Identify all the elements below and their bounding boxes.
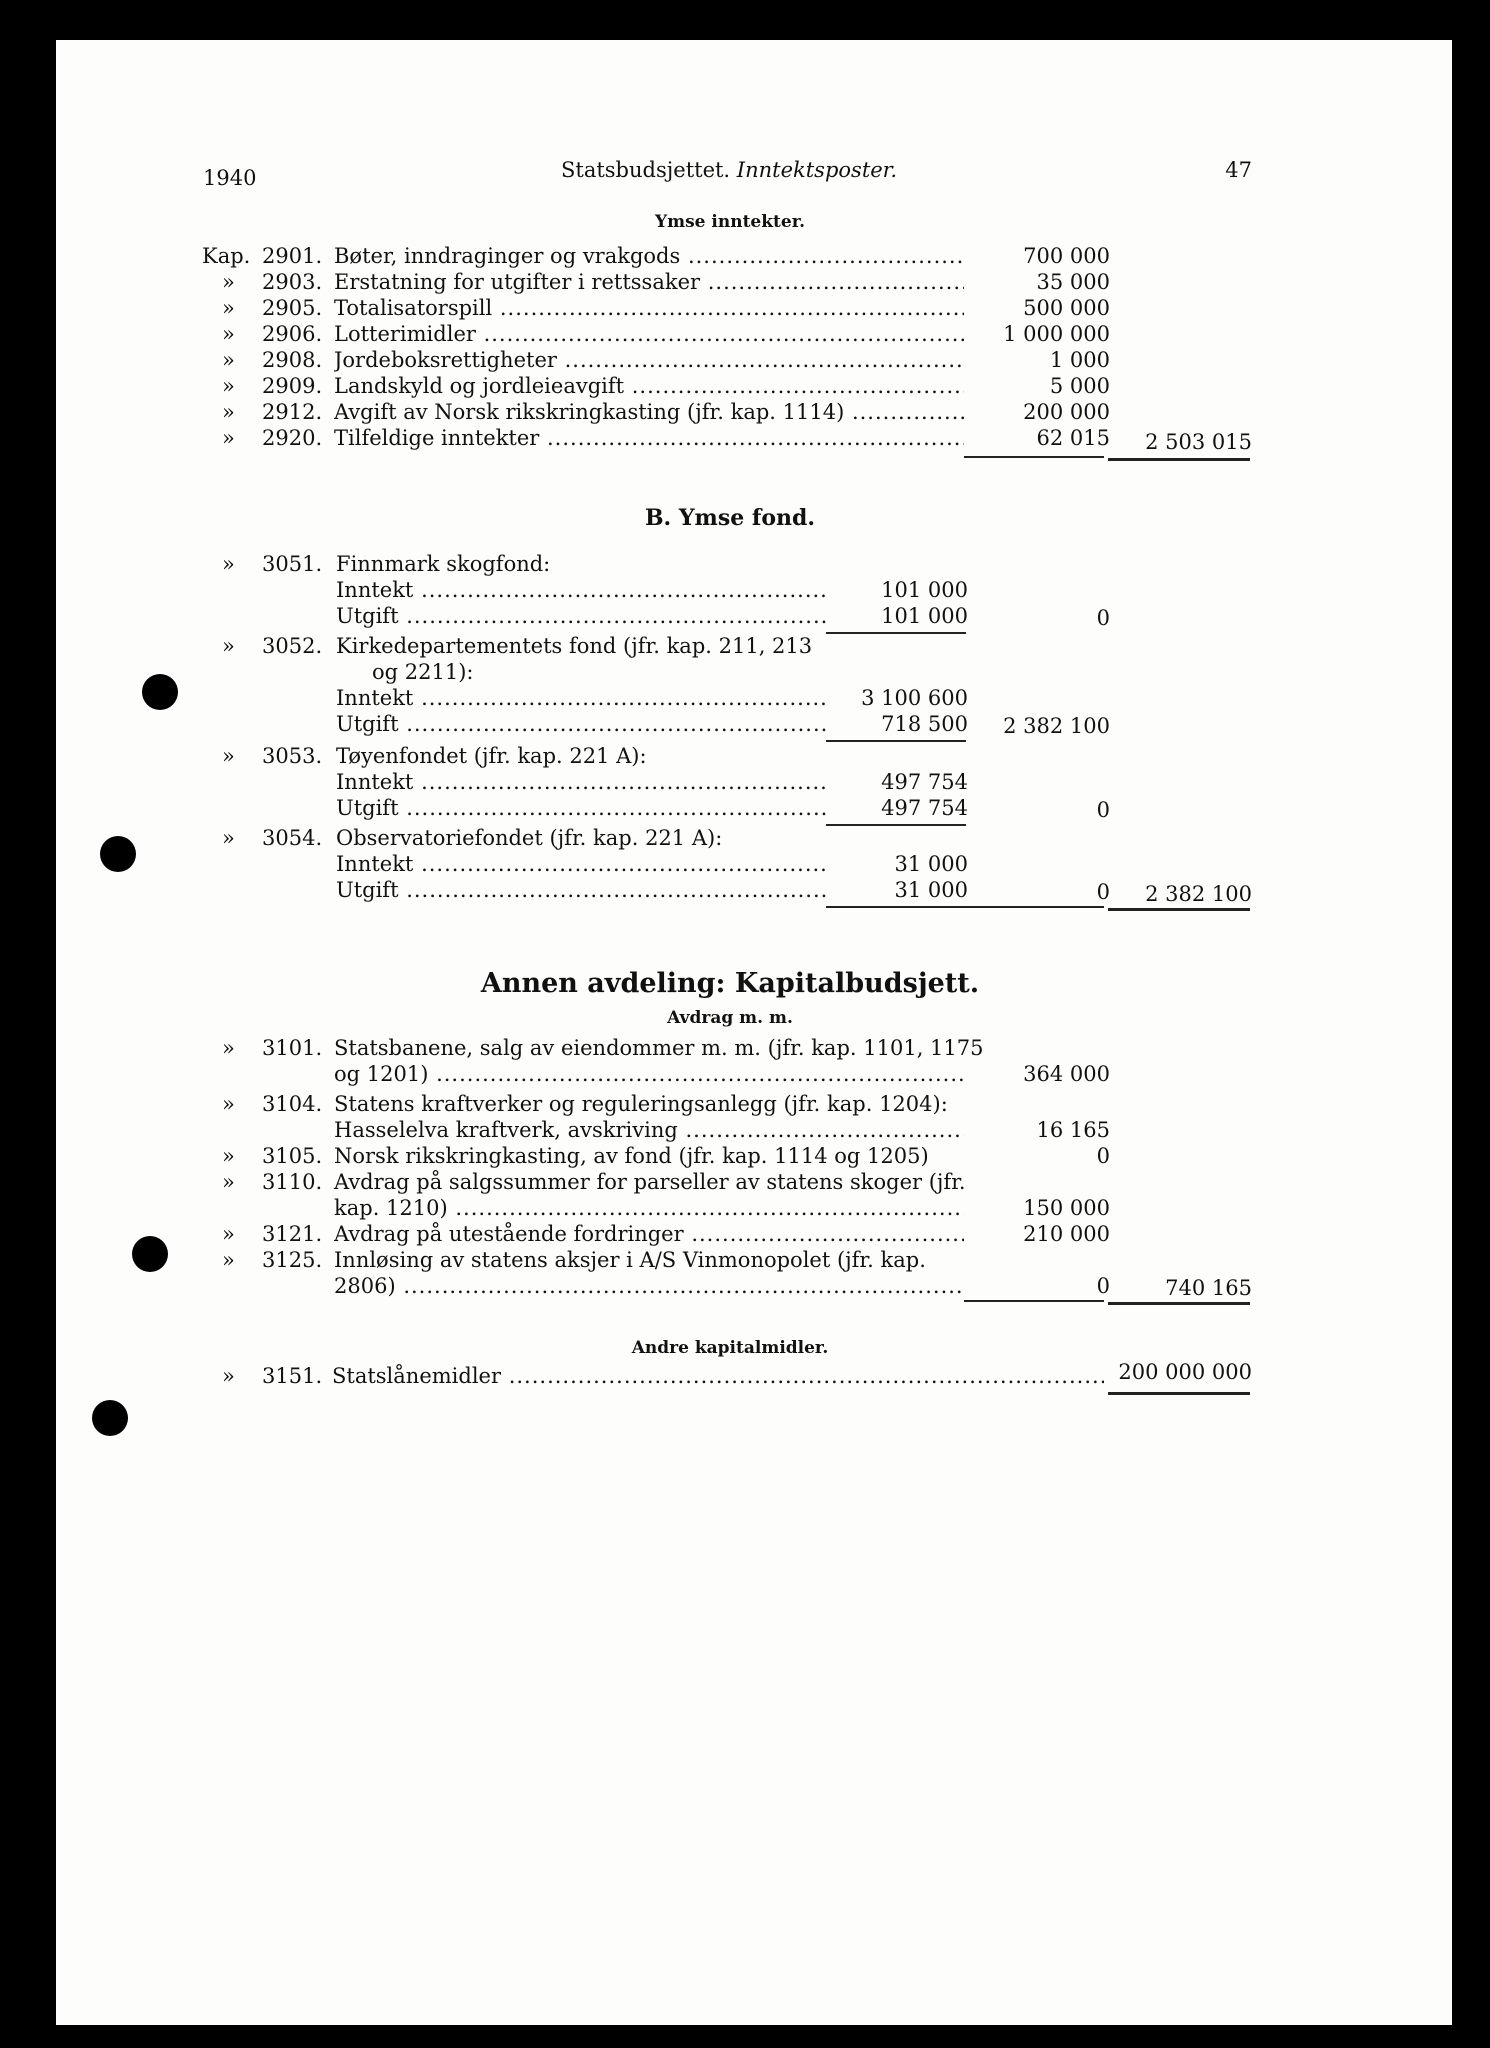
item-description: Landskyld og jordleieavgift .....	[334, 374, 964, 400]
kap-prefix: »	[222, 1170, 235, 1194]
section-total: 2 382 100	[1145, 882, 1252, 906]
item-description-continued: og 1201) .....	[334, 1062, 964, 1088]
kap-number: 3121.	[262, 1222, 323, 1246]
kap-number: 2908.	[262, 348, 323, 372]
kap-number: 2920.	[262, 426, 323, 450]
utgift-amount: 101 000	[881, 604, 968, 628]
kap-number: 2903.	[262, 270, 323, 294]
kap-number: 2905.	[262, 296, 323, 320]
utgift-label: Utgift .....	[336, 796, 826, 822]
utgift-label: Utgift .....	[336, 878, 826, 904]
kap-prefix: »	[222, 552, 235, 576]
kap-number: 2909.	[262, 374, 323, 398]
header-title-italic: Inntektsposter.	[736, 158, 898, 182]
section-total-rule	[1108, 908, 1250, 911]
section-heading-ymse-fond: B. Ymse fond.	[644, 505, 816, 531]
net-rule	[964, 906, 1104, 908]
kap-prefix: »	[222, 1036, 235, 1060]
kap-prefix: »	[222, 1364, 235, 1388]
item-description: Jordeboksrettigheter .....	[334, 348, 964, 374]
kap-number: 3053.	[262, 744, 323, 768]
subtotal-rule	[964, 1300, 1104, 1302]
item-description-continued: Hasselelva kraftverk, avskriving .....	[334, 1118, 964, 1144]
item-amount: 700 000	[1023, 244, 1110, 268]
item-amount: 1 000	[1049, 348, 1110, 372]
item-amount: 364 000	[1023, 1062, 1110, 1086]
utgift-amount: 31 000	[894, 878, 968, 902]
fund-net: 0	[1096, 880, 1110, 904]
kap-prefix: »	[222, 270, 235, 294]
fund-title: Kirkedepartementets fond (jfr. kap. 211, 213	[336, 634, 813, 658]
section-total: 200 000 000	[1118, 1360, 1252, 1384]
fund-net: 2 382 100	[1003, 714, 1110, 738]
inntekt-label: Inntekt .....	[336, 852, 826, 878]
item-description: Totalisatorspill .....	[334, 296, 964, 322]
kap-number: 3052.	[262, 634, 323, 658]
fund-title: Observatoriefondet (jfr. kap. 221 A):	[336, 826, 723, 850]
item-amount: 150 000	[1023, 1196, 1110, 1220]
item-description: Statslånemidler .....	[332, 1364, 1104, 1390]
kap-prefix: »	[222, 374, 235, 398]
item-amount: 5 000	[1049, 374, 1110, 398]
punch-hole	[132, 1236, 168, 1272]
kap-number: 2901.	[262, 244, 323, 268]
fund-rule	[826, 632, 966, 634]
kap-prefix: »	[222, 634, 235, 658]
utgift-amount: 497 754	[881, 796, 968, 820]
item-description: Avdrag på utestående fordringer .....	[334, 1222, 964, 1248]
inntekt-amount: 31 000	[894, 852, 968, 876]
item-amount: 210 000	[1023, 1222, 1110, 1246]
section-total-rule	[1108, 1392, 1250, 1395]
item-amount: 0	[1096, 1274, 1110, 1298]
item-amount: 200 000	[1023, 400, 1110, 424]
section-subheading-avdrag: Avdrag m. m.	[667, 1008, 793, 1028]
item-description: Erstatning for utgifter i rettssaker .....	[334, 270, 964, 296]
fund-title: Tøyenfondet (jfr. kap. 221 A):	[336, 744, 647, 768]
item-description: Statsbanene, salg av eiendommer m. m. (jfr. kap. 1101, 1175	[334, 1036, 984, 1060]
inntekt-label: Inntekt .....	[336, 578, 826, 604]
kap-prefix: »	[222, 1092, 235, 1116]
kap-number: 2912.	[262, 400, 323, 424]
fund-title: Finnmark skogfond:	[336, 552, 551, 576]
section-total: 2 503 015	[1145, 430, 1252, 454]
fund-rule	[826, 906, 966, 908]
kap-number: 2906.	[262, 322, 323, 346]
subtotal-rule	[964, 456, 1104, 458]
kap-prefix: »	[222, 400, 235, 424]
kap-number: 3125.	[262, 1248, 323, 1272]
item-description-continued: kap. 1210) .....	[334, 1196, 964, 1222]
fund-rule	[826, 740, 966, 742]
kap-prefix: »	[222, 1222, 235, 1246]
kap-number: 3054.	[262, 826, 323, 850]
kap-prefix: »	[222, 1144, 235, 1168]
inntekt-amount: 3 100 600	[861, 686, 968, 710]
kap-number: 3101.	[262, 1036, 323, 1060]
item-description: Statens kraftverker og reguleringsanlegg (jfr. kap. 1204):	[334, 1092, 948, 1116]
fund-net: 0	[1096, 606, 1110, 630]
item-description: Norsk rikskringkasting, av fond (jfr. kap. 1114 og 1205)	[334, 1144, 929, 1168]
section-total-rule	[1108, 458, 1250, 461]
kap-number: 3051.	[262, 552, 323, 576]
punch-hole	[92, 1400, 128, 1436]
header-title	[561, 158, 897, 182]
item-description: Avdrag på salgssummer for parseller av statens skoger (jfr.	[334, 1170, 966, 1194]
kap-prefix: »	[222, 348, 235, 372]
item-amount: 500 000	[1023, 296, 1110, 320]
kap-prefix: »	[222, 296, 235, 320]
inntekt-label: Inntekt .....	[336, 686, 826, 712]
inntekt-amount: 497 754	[881, 770, 968, 794]
kap-number: 3104.	[262, 1092, 323, 1116]
kap-prefix: »	[222, 744, 235, 768]
utgift-amount: 718 500	[881, 712, 968, 736]
item-amount: 16 165	[1036, 1118, 1110, 1142]
section-heading-kapitalbudsjett: Annen avdeling: Kapitalbudsjett.	[480, 968, 980, 999]
section-heading-ymse-inntekter: Ymse inntekter.	[654, 212, 806, 232]
fund-rule	[826, 824, 966, 826]
kap-number: 3105.	[262, 1144, 323, 1168]
utgift-label: Utgift .....	[336, 712, 826, 738]
fund-net: 0	[1096, 798, 1110, 822]
kap-prefix: »	[222, 826, 235, 850]
item-description: Innløsing av statens aksjer i A/S Vinmonopolet (jfr. kap.	[334, 1248, 926, 1272]
item-description: Bøter, inndraginger og vrakgods .....	[334, 244, 964, 270]
item-amount: 0	[1096, 1144, 1110, 1168]
header-year: 1940	[203, 166, 257, 190]
section-heading-andre-kapitalmidler: Andre kapitalmidler.	[631, 1338, 829, 1358]
item-description: Avgift av Norsk rikskringkasting (jfr. kap. 1114) .....	[334, 400, 964, 426]
page-header	[203, 158, 1252, 188]
item-amount: 1 000 000	[1003, 322, 1110, 346]
section-total-rule	[1108, 1302, 1250, 1305]
item-amount: 62 015	[1036, 426, 1110, 450]
kap-prefix: »	[222, 1248, 235, 1272]
header-title-text: Statsbudsjettet.	[561, 158, 731, 182]
item-amount: 35 000	[1036, 270, 1110, 294]
item-description: Tilfeldige inntekter .....	[334, 426, 964, 452]
section-total: 740 165	[1165, 1276, 1252, 1300]
kap-number: 3151.	[262, 1364, 323, 1388]
item-description: Lotterimidler .....	[334, 322, 964, 348]
inntekt-label: Inntekt .....	[336, 770, 826, 796]
item-description-continued: 2806) .....	[334, 1274, 964, 1300]
punch-hole	[100, 836, 136, 872]
kap-number: 3110.	[262, 1170, 323, 1194]
kap-prefix: Kap.	[202, 244, 251, 268]
fund-title-continued: og 2211):	[372, 660, 474, 684]
punch-hole	[142, 674, 178, 710]
header-page-number: 47	[1225, 158, 1252, 182]
kap-prefix: »	[222, 426, 235, 450]
utgift-label: Utgift .....	[336, 604, 826, 630]
kap-prefix: »	[222, 322, 235, 346]
inntekt-amount: 101 000	[881, 578, 968, 602]
